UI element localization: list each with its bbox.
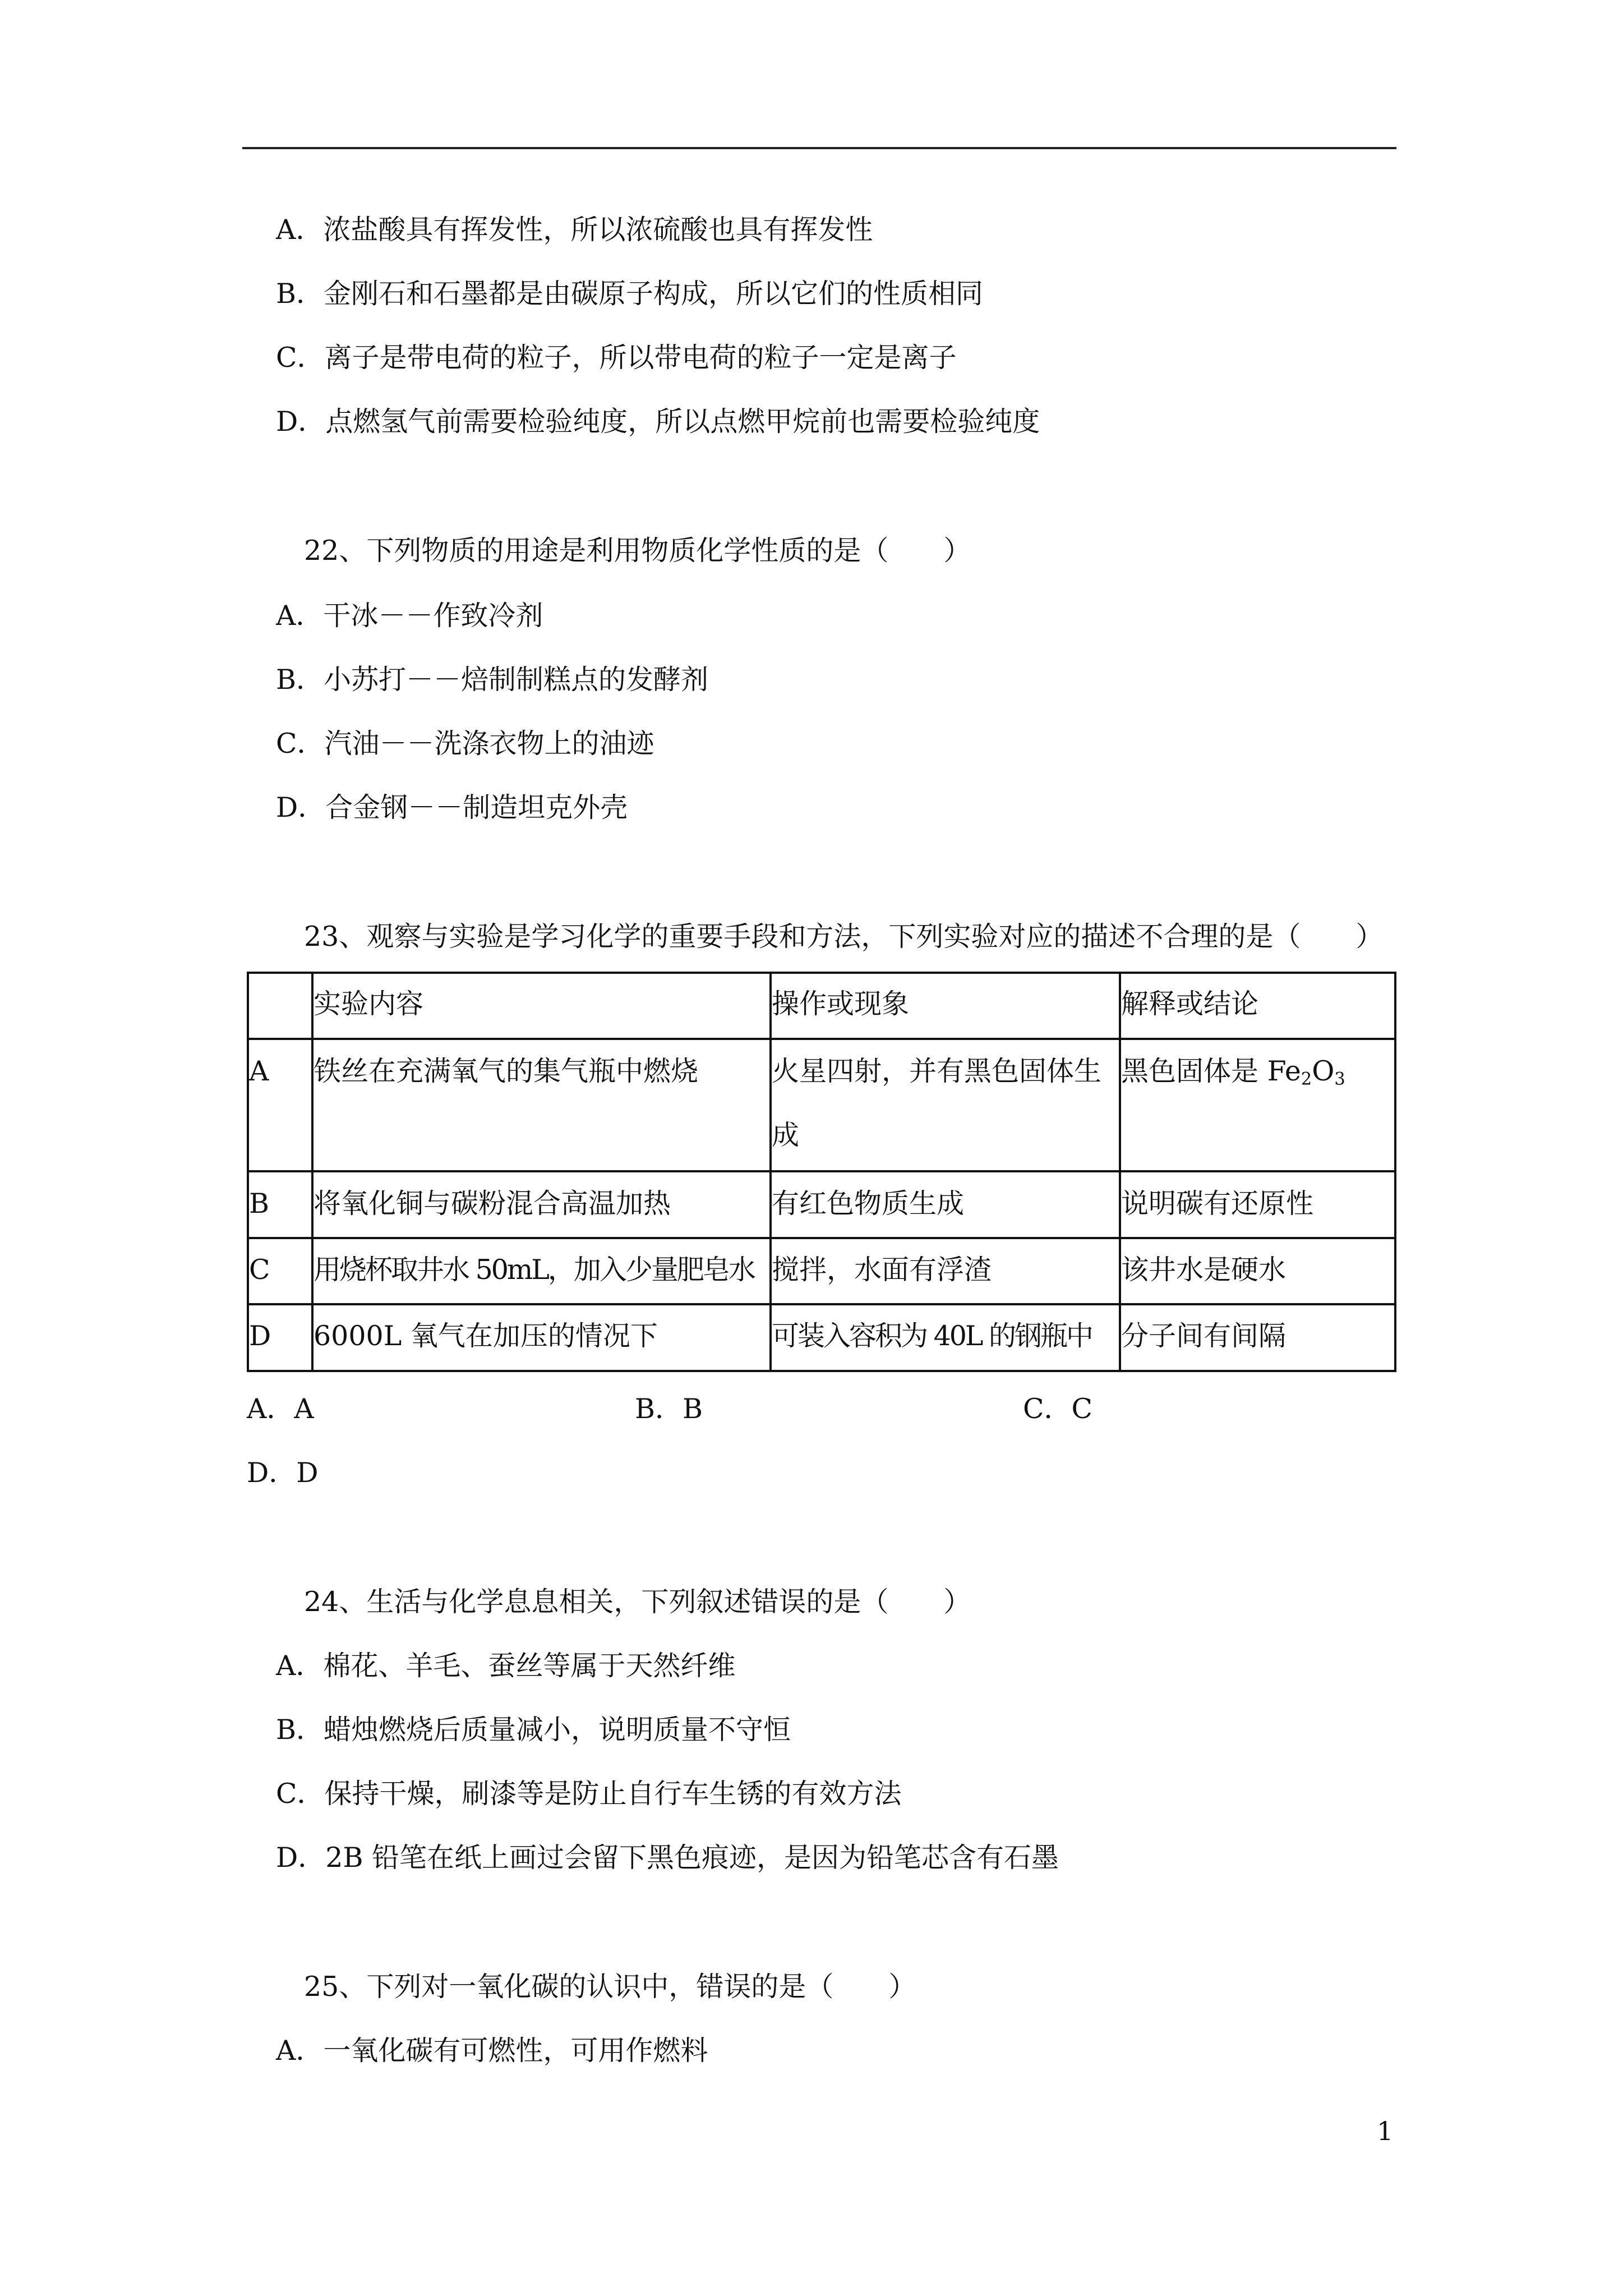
table-row-a-content: 铁丝在充满氧气的集气瓶中燃烧: [313, 1055, 699, 1087]
table-row-b-operation: 有红色物质生成: [772, 1188, 965, 1220]
table-row-c-content: 用烧杯取井水 50mL，加入少量肥皂水: [313, 1254, 754, 1286]
q23-option-d: D．D: [247, 1457, 319, 1489]
table-header-content: 实验内容: [313, 988, 424, 1020]
page-number: 1: [1377, 2116, 1394, 2146]
q25-option-a: A．一氧化碳有可燃性，可用作燃料: [276, 2035, 708, 2067]
table-row-c-conclusion: 该井水是硬水: [1121, 1254, 1287, 1286]
table-row-d-operation: 可装入容积为 40L 的钢瓶中: [772, 1320, 1092, 1352]
table-row-a-operation-line2: 成: [772, 1119, 800, 1151]
table-row-d-content: 6000L 氧气在加压的情况下: [313, 1320, 658, 1352]
table-row-a-label: A: [249, 1055, 269, 1087]
q23-option-b: B．B: [635, 1393, 703, 1425]
question-25-stem: 25、下列对一氧化碳的认识中，错误的是（ ）: [304, 1971, 916, 2003]
q24-option-b: B．蜡烛燃烧后质量减小，说明质量不守恒: [276, 1714, 791, 1746]
q23-option-c: C．C: [1023, 1393, 1092, 1425]
table-row-d-label: D: [249, 1320, 271, 1352]
q22-option-d: D．合金钢－－制造坦克外壳: [276, 792, 628, 823]
table-row-a-conclusion: 黑色固体是 $Fe_2O_3$: [1121, 1055, 1345, 1089]
question-22-stem: 22、下列物质的用途是利用物质化学性质的是（ ）: [304, 535, 971, 567]
table-row-b-conclusion: 说明碳有还原性: [1121, 1188, 1314, 1220]
q24-option-a: A．棉花、羊毛、蚕丝等属于天然纤维: [276, 1650, 736, 1682]
table-row-c-label: C: [249, 1254, 270, 1286]
table-row-d-conclusion: 分子间有间隔: [1121, 1320, 1287, 1352]
option-c: C．离子是带电荷的粒子，所以带电荷的粒子一定是离子: [276, 342, 957, 374]
q22-option-a: A．干冰－－作致冷剂: [276, 600, 543, 632]
q22-option-c: C．汽油－－洗涤衣物上的油迹: [276, 728, 654, 760]
option-a: A．浓盐酸具有挥发性，所以浓硫酸也具有挥发性: [276, 214, 873, 246]
q23-option-a: A．A: [247, 1393, 314, 1425]
table-row-a-operation-line1: 火星四射，并有黑色固体生: [772, 1055, 1102, 1087]
q24-option-c: C．保持干燥，刷漆等是防止自行车生锈的有效方法: [276, 1778, 902, 1810]
option-d: D．点燃氢气前需要检验纯度，所以点燃甲烷前也需要检验纯度: [276, 406, 1040, 438]
question-24-stem: 24、生活与化学息息相关，下列叙述错误的是（ ）: [304, 1586, 971, 1618]
q24-option-d: D．2B 铅笔在纸上画过会留下黑色痕迹，是因为铅笔芯含有石墨: [276, 1842, 1059, 1874]
option-b: B．金刚石和石墨都是由碳原子构成，所以它们的性质相同: [276, 278, 984, 310]
question-23-stem: 23、观察与实验是学习化学的重要手段和方法，下列实验对应的描述不合理的是（ ）: [304, 921, 1384, 953]
table-row-b-label: B: [249, 1188, 270, 1220]
table-row-b-content: 将氧化铜与碳粉混合高温加热: [313, 1188, 671, 1220]
table-header-operation: 操作或现象: [772, 988, 910, 1020]
table-row-c-operation: 搅拌，水面有浮渣: [772, 1254, 992, 1286]
header-rule: [242, 147, 1396, 149]
q22-option-b: B．小苏打－－焙制制糕点的发酵剂: [276, 664, 709, 696]
table-header-conclusion: 解释或结论: [1121, 988, 1259, 1020]
